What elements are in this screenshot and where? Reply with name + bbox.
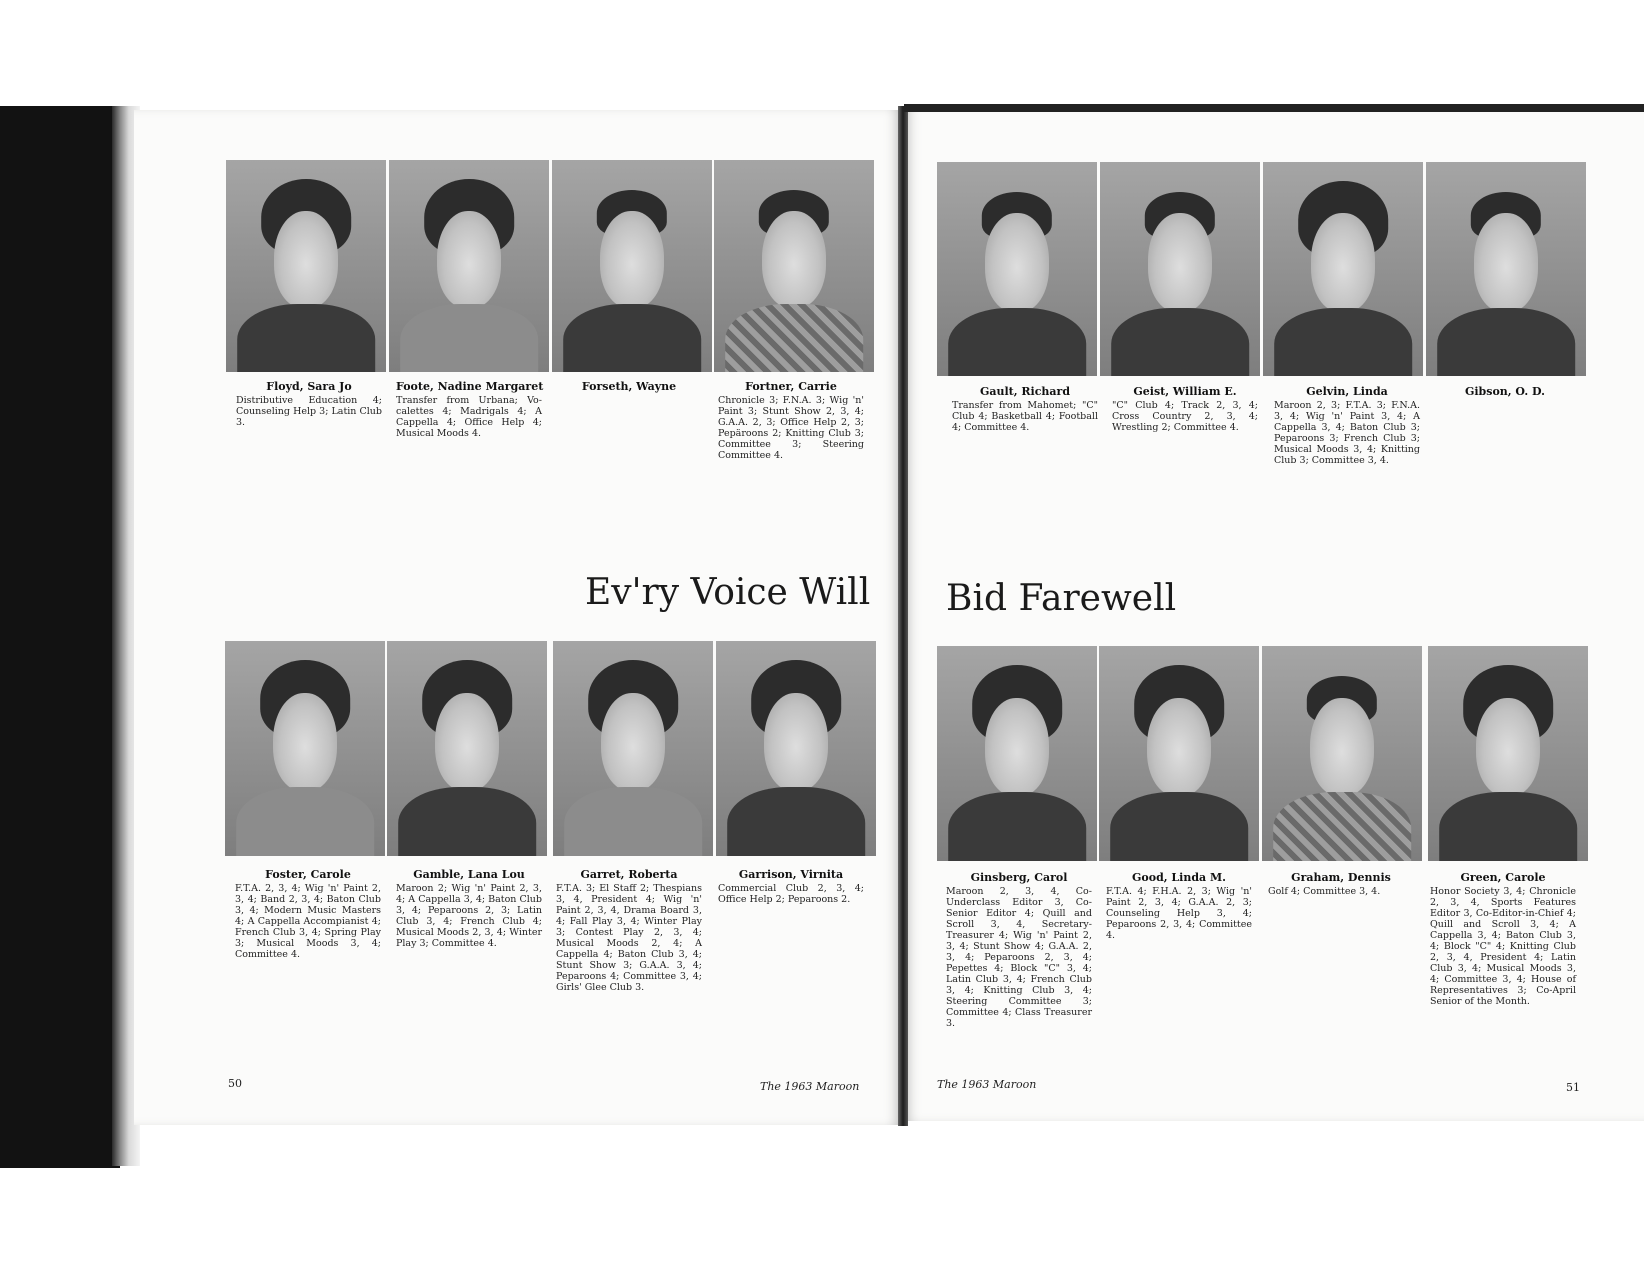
- left-page-number: 50: [228, 1077, 242, 1090]
- student-name: Gibson, O. D.: [1464, 385, 1546, 398]
- student-name: Good, Linda M.: [1132, 871, 1226, 884]
- portrait-green: [1428, 646, 1588, 861]
- portrait-gault: [937, 162, 1097, 376]
- student-name: Fortner, Carrie: [745, 380, 837, 393]
- scan-dark-edge: [0, 106, 120, 1168]
- student-bio: Transfer from Mahomet; "C" Club 4; Basketball 4; Football 4; Committee 4.: [952, 400, 1098, 433]
- headline-left: Ev'ry Voice Will: [585, 572, 871, 613]
- student-bio: F.T.A. 4; F.H.A. 2, 3; Wig 'n' Paint 2, 3, 4; G.A.A. 2, 3; Counseling Help 3, 4; Peparoons 2, 3, 4; Committee 4.: [1106, 886, 1252, 941]
- right-page-number: 51: [1566, 1081, 1580, 1094]
- student-name: Garrison, Virnita: [738, 868, 844, 881]
- student-name: Green, Carole: [1460, 871, 1546, 884]
- portrait-garret: [553, 641, 713, 856]
- portrait-gibson: [1426, 162, 1586, 376]
- portrait-good: [1099, 646, 1259, 861]
- student-bio: F.T.A. 2, 3, 4; Wig 'n' Paint 2, 3, 4; Band 2, 3, 4; Baton Club 3, 4; Modern Music Masters 4; A Cappella Accompianist 4; French Club 3, 4; Spring Play 3; Musical Moods 3, 4; Committee 4.: [235, 883, 381, 960]
- student-bio: Maroon 2, 3; F.T.A. 3; F.N.A. 3, 4; Wig 'n' Paint 3, 4; A Cappella 3, 4; Baton Club 3; Peparoons 3; French Club 3; Musical Moods 3, 4; Knitting Club 3; Committee 3, 4.: [1274, 400, 1420, 466]
- student-name: Foote, Nadine Margaret: [396, 380, 544, 393]
- portrait-ginsberg: [937, 646, 1097, 861]
- page-top-edge: [904, 104, 1644, 112]
- student-bio: Maroon 2, 3, 4, Co-Underclass Editor 3, Co-Senior Editor 4; Quill and Scroll 3, 4, Secretary-Treasurer 4; Wig 'n' Paint 2, 3, 4; Stunt Show 4; G.A.A. 2, 3, 4; Peparoons 2, 3, 4; Pepettes 4; Block "C" 3, 4; Latin Club 3, 4; French Club 3, 4; Knitting Club 3, 4; Steering Committee 3; Committee 4; Class Treasurer 3.: [946, 886, 1092, 1029]
- student-bio: Commercial Club 2, 3, 4; Office Help 2; Peparoons 2.: [718, 883, 864, 905]
- portrait-geist: [1100, 162, 1260, 376]
- student-name: Ginsberg, Carol: [970, 871, 1068, 884]
- headline-right: Bid Farewell: [946, 578, 1177, 619]
- book-gutter: [898, 106, 908, 1126]
- student-name: Gault, Richard: [979, 385, 1071, 398]
- student-name: Foster, Carole: [265, 868, 351, 881]
- portrait-gelvin: [1263, 162, 1423, 376]
- right-footer-title: The 1963 Maroon: [937, 1078, 1037, 1091]
- portrait-foster: [225, 641, 385, 856]
- portrait-garrison: [716, 641, 876, 856]
- student-name: Floyd, Sara Jo: [266, 380, 352, 393]
- student-bio: F.T.A. 3; El Staff 2; Thespians 3, 4, President 4; Wig 'n' Paint 2, 3, 4, Drama Board 3, 4; Fall Play 3, 4; Winter Play 3; Contest Play 2, 3, 4; Musical Moods 2, 4; A Cappella 4; Baton Club 3, 4; Stunt Show 3; G.A.A. 3, 4; Peparoons 4; Committee 3, 4; Girls' Glee Club 3.: [556, 883, 702, 993]
- student-bio: Chronicle 3; F.N.A. 3; Wig 'n' Paint 3; Stunt Show 2, 3, 4; G.A.A. 2, 3; Office Help 2, 3; Pepäroons 2; Knitting Club 3; Committee 3; Steering Committee 4.: [718, 395, 864, 461]
- student-name: Gamble, Lana Lou: [413, 868, 525, 881]
- student-bio: Golf 4; Committee 3, 4.: [1268, 886, 1381, 897]
- student-name: Geist, William E.: [1133, 385, 1237, 398]
- left-footer-title: The 1963 Maroon: [760, 1080, 860, 1093]
- portrait-gamble: [387, 641, 547, 856]
- student-bio: Maroon 2; Wig 'n' Paint 2, 3, 4; A Cappella 3, 4; Baton Club 3, 4; Peparoons 2, 3; Latin Club 3, 4; French Club 4; Musical Moods 2, 3, 4; Winter Play 3; Committee 4.: [396, 883, 542, 949]
- student-name: Forseth, Wayne: [581, 380, 677, 393]
- student-name: Graham, Dennis: [1291, 871, 1391, 884]
- student-bio: Honor Society 3, 4; Chronicle 2, 3, 4, Sports Features Editor 3, Co-Editor-in-Chief 4; Quill and Scroll 3, 4; A Cappella 3, 4; Baton Club 3, 4; Block "C" 4; Knitting Club 2, 3, 4, President 4; Latin Club 3, 4; Musical Moods 3, 4; Committee 3, 4; House of Representatives 3; Co-April Senior of the Month.: [1430, 886, 1576, 1007]
- student-bio: Transfer from Urbana; Vo-calettes 4; Madrigals 4; A Cappella 4; Office Help 4; Musical Moods 4.: [396, 395, 542, 439]
- student-bio: "C" Club 4; Track 2, 3, 4; Cross Country 2, 3, 4; Wrestling 2; Committee 4.: [1112, 400, 1258, 433]
- student-name: Gelvin, Linda: [1306, 385, 1388, 398]
- portrait-graham: [1262, 646, 1422, 861]
- portrait-floyd: [226, 160, 386, 372]
- portrait-forseth: [552, 160, 712, 372]
- portrait-fortner: [714, 160, 874, 372]
- student-bio: Distributive Education 4; Counseling Help 3; Latin Club 3.: [236, 395, 382, 428]
- portrait-foote: [389, 160, 549, 372]
- student-name: Garret, Roberta: [580, 868, 678, 881]
